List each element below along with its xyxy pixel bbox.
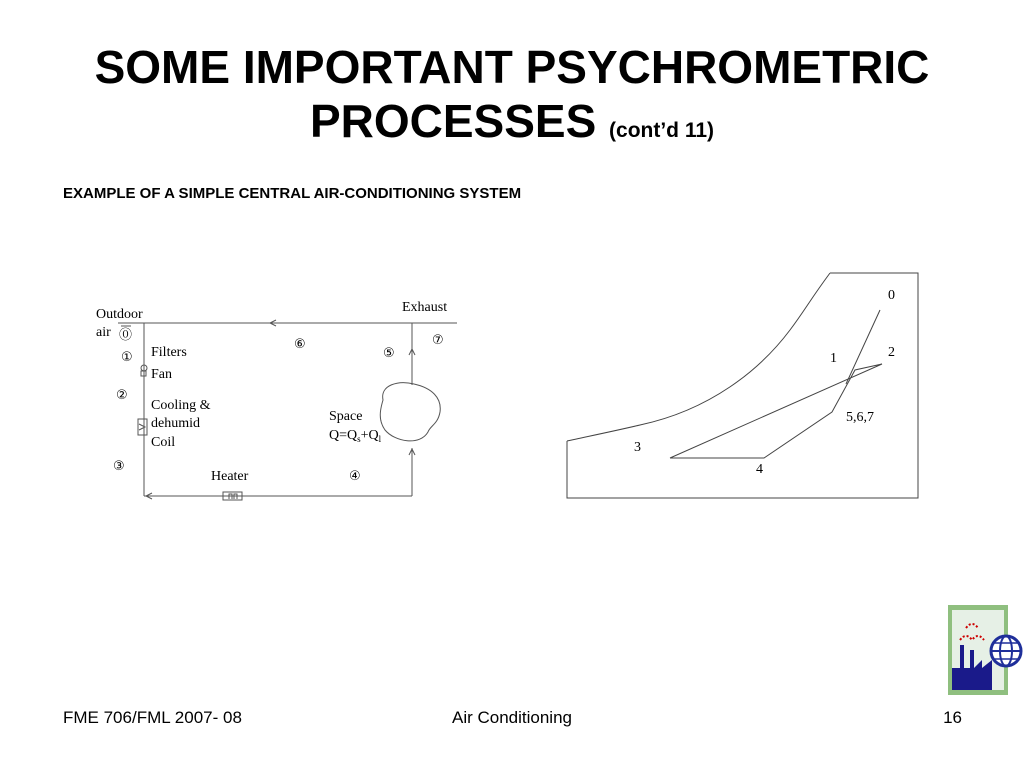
label-air: air: [96, 325, 111, 340]
state-marker-7: ⑦: [432, 333, 444, 348]
state-label-1: 1: [830, 351, 837, 366]
saturation-curve: [567, 273, 830, 441]
conditioned-space: [380, 383, 440, 441]
state-label-3: 3: [634, 440, 641, 455]
label-heater: Heater: [211, 469, 249, 484]
state-marker-0: ⓪: [119, 328, 133, 343]
label-dehumid: dehumid: [151, 416, 200, 431]
title-main: PROCESSES: [309, 95, 597, 147]
slide-subtitle: EXAMPLE OF A SIMPLE CENTRAL AIR-CONDITIONING SYSTEM: [63, 185, 522, 202]
label-space: Space: [329, 409, 363, 424]
factory-globe-logo: [948, 605, 1021, 695]
state-marker-5: ⑤: [383, 346, 395, 361]
label-exhaust: Exhaust: [402, 300, 448, 315]
page-number: 16: [943, 708, 962, 727]
state-marker-4: ④: [349, 469, 361, 484]
label-cooling: Cooling &: [151, 398, 211, 413]
state-label-4: 4: [756, 462, 763, 477]
state-marker-2: ②: [116, 388, 128, 403]
state-label-0: 0: [888, 288, 895, 303]
label-outdoor: Outdoor: [96, 307, 143, 322]
label-fan: Fan: [151, 367, 172, 382]
footer-topic: Air Conditioning: [451, 708, 572, 727]
chart-frame: [567, 273, 918, 498]
state-marker-6: ⑥: [294, 337, 306, 352]
footer-course: FME 706/FML 2007- 08: [63, 708, 242, 727]
state-label-2: 2: [888, 345, 895, 360]
schematic-labels: [96, 300, 447, 484]
label-coil: Coil: [151, 435, 176, 450]
title-line-1: SOME IMPORTANT PSYCHROMETRIC: [94, 41, 930, 93]
psychrometric-chart: [567, 273, 918, 498]
title-suffix: (cont’d 11): [609, 119, 715, 142]
state-label-5-6-7: 5,6,7: [846, 410, 874, 425]
state-marker-3: ③: [113, 459, 125, 474]
label-filters: Filters: [151, 345, 187, 360]
label-space-load: $Q=Q_s+Q_l$: [329, 428, 382, 444]
chart-labels: [634, 288, 895, 477]
state-marker-1: ①: [121, 350, 133, 365]
